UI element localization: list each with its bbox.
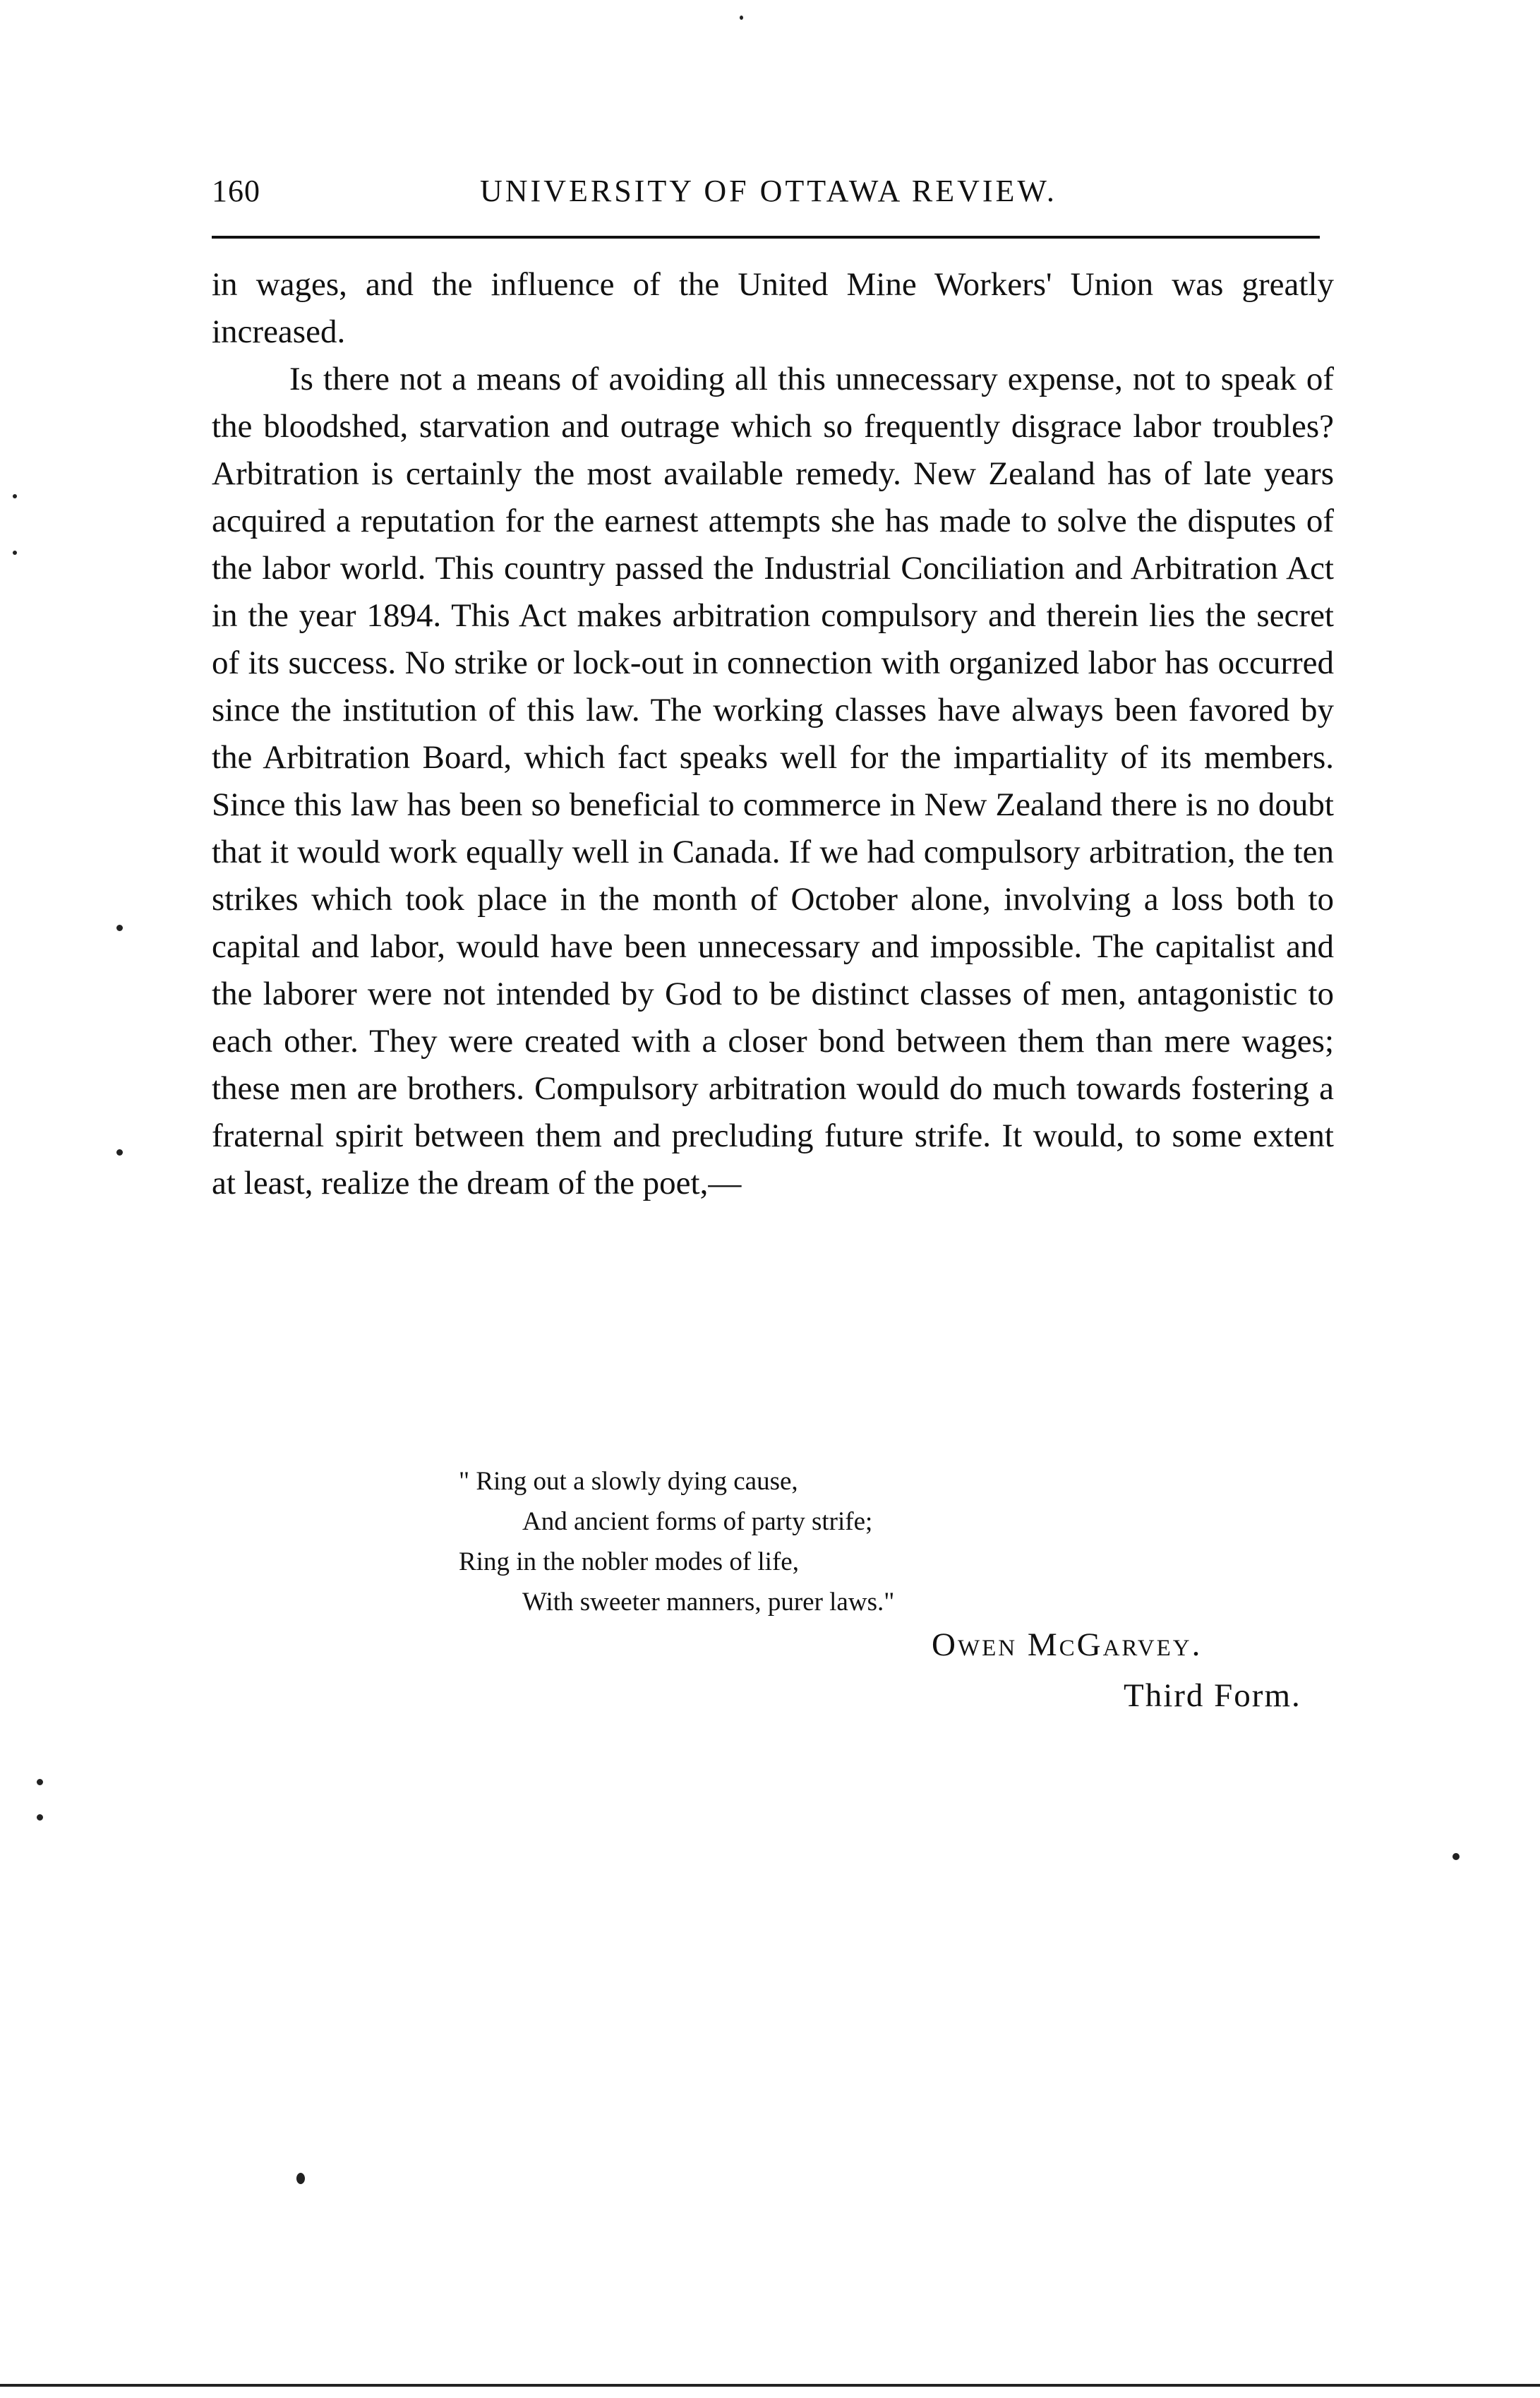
paragraph-continued: in wages, and the influence of the United Mine Workers' Union was greatly increased. (212, 266, 1334, 350)
running-title: UNIVERSITY OF OTTAWA REVIEW. (480, 174, 1057, 208)
poem-line: With sweeter manners, purer laws." (522, 1588, 895, 1617)
scan-speck (37, 1814, 43, 1821)
author-class: Third Form. (1124, 1677, 1301, 1714)
page-header (212, 173, 1320, 215)
scan-speck (37, 1779, 43, 1785)
scan-bottom-edge (0, 2384, 1540, 2387)
scan-speck (116, 1149, 123, 1156)
scan-speck (1452, 1853, 1460, 1860)
poem-line: Ring in the nobler modes of life, (459, 1547, 799, 1576)
page-number: 160 (212, 174, 260, 208)
author-signature: Owen McGarvey. (932, 1626, 1203, 1663)
poem-quote (459, 1461, 894, 1622)
header-rule (212, 236, 1320, 239)
article-body (212, 261, 1334, 1207)
poem-line: " Ring out a slowly dying cause, (459, 1467, 798, 1496)
scan-speck (13, 494, 17, 498)
scan-speck (740, 16, 743, 20)
paragraph-arbitration: Is there not a means of avoiding all this unnecessary expense, not to speak of the bloodshed, starvation and outrage which so frequently disgrace labor troubles? Arbitration is certainly the most available remedy. New Zealand has of late years acquired a reputation for the earnest attempts she has made to solve the disputes of the labor world. This country passed the Industrial Conciliation and Arbitration Act in the year 1894. This Act makes arbitration compulsory and therein lies the secret of its success. No strike or lock-out in connection with organized labor has occurred since the institution of this law. The working classes have always been favored by the Arbitration Board, which fact speaks well for the impartiality of its members. Since this law has been so beneficial to commerce in New Zealand there is no doubt that it would work equally well in Canada. If we had compulsory arbitration, the ten strikes which took place in the month of October alone, involving a loss both to capital and labor, would have been unnecessary and impossible. The capitalist and the laborer were not intended by God to be distinct classes of men, antagonistic to each other. They were created with a closer bond between them than mere wages; these men are brothers. Compulsory arbitration would do much towards fostering a fraternal spirit between them and precluding future strife. It would, to some extent at least, realize the dream of the poet,— (212, 361, 1334, 1201)
scan-speck (116, 925, 123, 931)
scan-speck (296, 2173, 305, 2184)
scan-speck (13, 551, 17, 555)
poem-line: And ancient forms of party strife; (522, 1507, 873, 1536)
